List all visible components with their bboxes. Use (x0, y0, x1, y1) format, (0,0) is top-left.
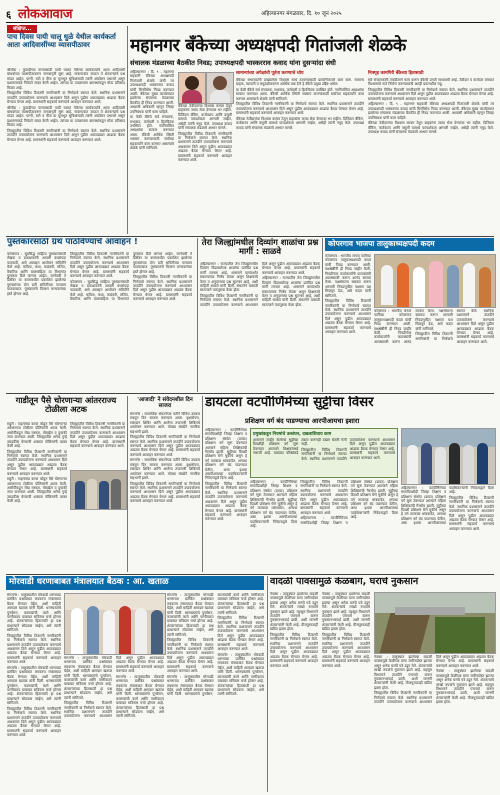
col-rule (322, 238, 323, 392)
vadali-body-1: नेवासा : तालुक्यात झालेल्या वादळी पावसामुळे केळीच्या बागा जमीनदोस्त झाल्या असून अनेक घरांचे पत्रे उडून गेले. शेतकऱ्यांचे लाखो रुपयांचे नुकसान झाले आहे. महसूल विभागाने तातडीने पंचनामे करून नुकसानभरपाई द्यावी, अशी मागणी शेतकऱ्यांनी केली आहे. वीजपुरवठाही खंडित झाला होता. जिल्ह्यातील विविध ठिकाणी नागरिकांनी या निर्णयाचे स्वागत केले. स्थानिक प्रशासनाने तातडीने उपाययोजना करण्याचे आश्वासन दिले असून पुढील आठवड्यात आढावा बैठक घेण्यात येणार आहे. ग्रामस्थांनी सहकार्य करण्याचे आवाहन करण्यात आले. नेवासा : तालुक्यात झालेल्या वादळी पावसामुळे केळीच्या बागा जमीनदोस्त झाल्या असून अनेक घरांचे पत्रे उडून गेले. शेतकऱ्यांचे लाखो रुपयांचे नुकसान झाले आहे. महसूल विभागाने तातडीने पंचनामे करून नुकसानभरपाई द्यावी, अशी मागणी शेतकऱ्यांनी केली आहे. वीजपुरवठाही खंडित झाला होता. जिल्ह्यातील विविध ठिकाणी नागरिकांनी या निर्णयाचे स्वागत केले. स्थानिक प्रशासनाने तातडीने उपाययोजना करण्याचे आश्वासन दिले असून पुढील आठवड्यात आढावा बैठक घेण्यात येणार आहे. ग्रामस्थांनी सहकार्य करण्याचे आवाहन करण्यात आले. (270, 592, 370, 668)
gaditun-headline: गाडीतून पैसे चोरणाऱ्या आंतरराज्य टोळीला अटक (15, 395, 117, 415)
moravadi-body-2: संगमनेर : तालुक्यातील मोरवाडी धरणाच्या प्रलंबित प्रश्नांबाबत लवकरच मंत्रालयात बैठक घेण्यात येईल, अशी माहिती आमदार खताळ यांनी दिली. धरणग्रस्तांचे पुनर्वसन, कालव्यांची कामे आणि पाणीवाटप याबाबत सविस्तर चर्चा होणार आहे. शेतकऱ्यांच्या हितासाठी हा प्रश्न प्राधान्याने सोडवला जाईल, असे त्यांनी सांगितले. जिल्ह्यातील विविध ठिकाणी नागरिकांनी या निर्णयाचे स्वागत केले. स्थानिक प्रशासनाने तातडीने उपाययोजना करण्याचे आश्वासन दिले असून पुढील आठवड्यात आढावा बैठक घेण्यात येणार आहे. ग्रामस्थांनी सहकार्य करण्याचे आवाहन करण्यात आले. संगमनेर : तालुक्यातील मोरवाडी धरणाच्या प्रलंबित प्रश्नांबाबत लवकरच मंत्रालयात बैठक घेण्यात येईल, अशी माहिती आमदार खताळ यांनी दिली. धरणग्रस्तांचे पुनर्वसन, कालव्यांची कामे आणि पाणीवाटप याबाबत सविस्तर चर्चा होणार आहे. शेतकऱ्यांच्या हितासाठी हा प्रश्न प्राधान्याने सोडवला जाईल, असे त्यांनी सांगितले. (64, 656, 164, 719)
main-subhead: संचालक मंडळाच्या बैठकीत निवड; उपाध्यक्षपदी भास्करराव कवाद यांना दुसऱ्यांदा संधी (130, 59, 336, 67)
masthead-rule (6, 22, 494, 23)
president-photo (178, 72, 206, 104)
main-body-col2: बँकेच्या ठेवीदारांचा विश्वास कायम ठेवून ग्राहकांना जलद सेवा देण्यावर भर राहील. डिजिटल बँकिंग, कर्जवाटप आणि वसुली यामध्ये पारदर्शकता आणली जाईल, असेही त्यांनी नमूद केले. उपाध्यक्ष कवाद यांनी संचालक मंडळाचे आभार मानले. जिल्ह्यातील विविध ठिकाणी नागरिकांनी या निर्णयाचे स्वागत केले. स्थानिक प्रशासनाने तातडीने उपाययोजना करण्याचे आश्वासन दिले असून पुढील आठवड्यात आढावा बैठक घेण्यात येणार आहे. ग्रामस्थांनी सहकार्य करण्याचे आवाहन करण्यात आले. (178, 104, 232, 163)
teen-headline: तेरा जिल्ह्यांमधील दिव्यांग शाळांचा प्रश्न मार्गी : साळवे (201, 237, 319, 257)
daycare-headline: डायटला वटपौर्णिमेच्या सुट्टीचा विसर (205, 396, 374, 410)
col-rule (267, 576, 268, 792)
kopargaon-body-left: कोपरगाव : भारतीय जनता पार्टीच्या कोपरगाव तालुकाध्यक्षपदी कदम यांची निवड करण्यात आली. पक्षश्रेष्ठींनी ही निवड जाहीर केली. निवडीनंतर कार्यकर्त्यांनी फटाक्यांची आतषबाजी करून आनंद साजरा केला. पक्षसंघटना बळकट करून आगामी निवडणुकीत पक्षाला यश मिळवून देऊ, असे कदम यांनी सांगितले. जिल्ह्यातील विविध ठिकाणी नागरिकांनी या निर्णयाचे स्वागत केले. स्थानिक प्रशासनाने तातडीने उपाययोजना करण्याचे आश्वासन दिले असून पुढील आठवड्यात आढावा बैठक घेण्यात येणार आहे. ग्रामस्थांनी सहकार्य करण्याचे आवाहन करण्यात आले. (325, 254, 371, 335)
moravadi-headline-bar (6, 576, 264, 590)
kopargaon-body-right: कोपरगाव : भारतीय जनता पार्टीच्या कोपरगाव तालुकाध्यक्षपदी कदम यांची निवड करण्यात आली. पक्षश्रेष्ठींनी ही निवड जाहीर केली. निवडीनंतर कार्यकर्त्यांनी फटाक्यांची आतषबाजी करून आनंद साजरा केला. पक्षसंघटना बळकट करून आगामी निवडणुकीत पक्षाला यश मिळवून देऊ, असे कदम यांनी सांगितले. जिल्ह्यातील विविध ठिकाणी नागरिकांनी या निर्णयाचे स्वागत केले. स्थानिक प्रशासनाने तातडीने उपाययोजना करण्याचे आश्वासन दिले असून पुढील आठवड्यात आढावा बैठक घेण्यात येणार आहे. ग्रामस्थांनी सहकार्य करण्याचे आवाहन करण्यात आले. (374, 309, 494, 344)
aazadi-body: संगमनेर : सामाजिक संघटनेच्या वतीने विविध उपक्रम राबवून दिन साजरा करण्यात आला. वृक्षारोपण, रक्तदान शिबिर आणि आरोग्य तपासणी शिबिराचे आयोजन करण्यात आले. मोठ्या संख्येने नागरिक सहभागी झाले. जिल्ह्यातील विविध ठिकाणी नागरिकांनी या निर्णयाचे स्वागत केले. स्थानिक प्रशासनाने तातडीने उपाययोजना करण्याचे आश्वासन दिले असून पुढील आठवड्यात आढावा बैठक घेण्यात येणार आहे. ग्रामस्थांनी सहकार्य करण्याचे आवाहन करण्यात आले. संगमनेर : सामाजिक संघटनेच्या वतीने विविध उपक्रम राबवून दिन साजरा करण्यात आला. वृक्षारोपण, रक्तदान शिबिर आणि आरोग्य तपासणी शिबिराचे आयोजन करण्यात आले. मोठ्या संख्येने नागरिक सहभागी झाले. जिल्ह्यातील विविध ठिकाणी नागरिकांनी या निर्णयाचे स्वागत केले. स्थानिक प्रशासनाने तातडीने उपाययोजना करण्याचे आश्वासन दिले असून पुढील आठवड्यात आढावा बैठक घेण्यात येणार आहे. ग्रामस्थांनी सहकार्य करण्याचे आवाहन करण्यात आले. (130, 412, 200, 504)
kopargaon-headline-bar (325, 238, 494, 251)
main-headline: महानगर बँकेच्या अध्यक्षपदी गितांजली शेळके (130, 36, 406, 56)
moravadi-body-3: संगमनेर : तालुक्यातील मोरवाडी धरणाच्या प्रलंबित प्रश्नांबाबत लवकरच मंत्रालयात बैठक घेण्यात येईल, अशी माहिती आमदार खताळ यांनी दिली. धरणग्रस्तांचे पुनर्वसन, कालव्यांची कामे आणि पाणीवाटप याबाबत सविस्तर चर्चा होणार आहे. शेतकऱ्यांच्या हितासाठी हा प्रश्न प्राधान्याने सोडवला जाईल, असे त्यांनी सांगितले. जिल्ह्यातील विविध ठिकाणी नागरिकांनी या निर्णयाचे स्वागत केले. स्थानिक प्रशासनाने तातडीने उपाययोजना करण्याचे आश्वासन दिले असून पुढील आठवड्यात आढावा बैठक घेण्यात येणार आहे. ग्रामस्थांनी सहकार्य करण्याचे आवाहन करण्यात आले. संगमनेर : तालुक्यातील मोरवाडी धरणाच्या प्रलंबित प्रश्नांबाबत लवकरच मंत्रालयात बैठक घेण्यात येईल, अशी माहिती आमदार खताळ यांनी दिली. धरणग्रस्तांचे पुनर्वसन, कालव्यांची कामे आणि पाणीवाटप याबाबत सविस्तर चर्चा होणार आहे. शेतकऱ्यांच्या हितासाठी हा प्रश्न प्राधान्याने सोडवला जाईल, असे त्यांनी सांगितले. जिल्ह्यातील विविध ठिकाणी नागरिकांनी या निर्णयाचे स्वागत केले. स्थानिक प्रशासनाने तातडीने उपाययोजना करण्याचे आश्वासन दिले असून पुढील आठवड्यात आढावा बैठक घेण्यात येणार आहे. ग्रामस्थांनी सहकार्य करण्याचे आवाहन करण्यात आले. संगमनेर : तालुक्यातील मोरवाडी धरणाच्या प्रलंबित प्रश्नांबाबत लवकरच मंत्रालयात बैठक घेण्यात येईल, अशी माहिती आमदार खताळ यांनी दिली. धरणग्रस्तांचे पुनर्वसन, कालव्यांची कामे आणि पाणीवाटप याबाबत सविस्तर चर्चा होणार आहे. शेतकऱ्यांच्या हितासाठी हा प्रश्न प्राधान्याने सोडवला जाईल, असे त्यांनी सांगितले. (167, 593, 264, 697)
left-story (7, 34, 125, 49)
daycare-infobox (250, 428, 398, 478)
daycare-body-1: अहिल्यानगर : वटपौर्णिमेच्या सणादिवशीही जिल्हा शिक्षण व प्रशिक्षण संस्थेत (डायट) प्रशिक्षण वर्ग सुरू ठेवण्यात आल्याने महिला शिक्षिकांची गैरसोय झाली. सुट्टीच्या दिवशी प्रशिक्षण घेणे चुकीचे असून हे वर्ग तात्काळ थांबवावेत, अन्यथा प्रशिक्षण वर्ग बंद पाडण्यात येतील, असा इशारा आरपीआयच्या पदाधिकाऱ्यांनी निवेदनाद्वारे दिला आहे. जिल्ह्यातील विविध ठिकाणी नागरिकांनी या निर्णयाचे स्वागत केले. स्थानिक प्रशासनाने तातडीने उपाययोजना करण्याचे आश्वासन दिले असून पुढील आठवड्यात आढावा बैठक घेण्यात येणार आहे. ग्रामस्थांनी सहकार्य करण्याचे आवाहन करण्यात आले. (205, 428, 247, 522)
rule-3 (6, 574, 494, 575)
daycare-photo (401, 428, 496, 485)
moravadi-headline: मोरवाडी धरणाबाबत मंत्रालयात बैठक : आ. खताळ (9, 577, 169, 587)
masthead-logo: लोकआवाज (18, 7, 73, 22)
quote-box-1 (236, 70, 364, 232)
gaditun-body-2: जिल्ह्यातील विविध ठिकाणी नागरिकांनी या निर्णयाचे स्वागत केले. स्थानिक प्रशासनाने तातडीने उपाययोजना करण्याचे आश्वासन दिले असून पुढील आठवड्यात आढावा बैठक घेण्यात येणार आहे. ग्रामस्थांनी सहकार्य करण्याचे आवाहन करण्यात आले. (70, 422, 125, 449)
gaditun-photo (70, 470, 127, 510)
aazadi-headline: 'आजादी' ने संवेदनशील दिन साजरा (137, 397, 193, 409)
vadali-body-2: नेवासा : तालुक्यात झालेल्या वादळी पावसामुळे केळीच्या बागा जमीनदोस्त झाल्या असून अनेक घरांचे पत्रे उडून गेले. शेतकऱ्यांचे लाखो रुपयांचे नुकसान झाले आहे. महसूल विभागाने तातडीने पंचनामे करून नुकसानभरपाई द्यावी, अशी मागणी शेतकऱ्यांनी केली आहे. वीजपुरवठाही खंडित झाला होता. जिल्ह्यातील विविध ठिकाणी नागरिकांनी या निर्णयाचे स्वागत केले. स्थानिक प्रशासनाने तातडीने उपाययोजना करण्याचे आश्वासन दिले असून पुढील आठवड्यात आढावा बैठक घेण्यात येणार आहे. ग्रामस्थांनी सहकार्य करण्याचे आवाहन करण्यात आले. नेवासा : तालुक्यात झालेल्या वादळी पावसामुळे केळीच्या बागा जमीनदोस्त झाल्या असून अनेक घरांचे पत्रे उडून गेले. शेतकऱ्यांचे लाखो रुपयांचे नुकसान झाले आहे. महसूल विभागाने तातडीने पंचनामे करून नुकसानभरपाई द्यावी, अशी मागणी शेतकऱ्यांनी केली आहे. वीजपुरवठाही खंडित झाला होता. (374, 655, 494, 705)
kopargaon-photo (374, 254, 496, 308)
edition-dateline: अहिल्यानगर मंगळवार, दि. १० जून २०२५ (261, 11, 342, 17)
left-story-body: श्रीगोंदा : कुकडीच्या पाण्यासाठी पायी चालत गेलेल्या कार्यकर्त्याचे आता आदिवासी बांधवांच्या व्यासपीठावरून जनजागृती सुरू आहे. गावागावांत जाऊन ते शेतकऱ्यांचे प्रश्न मांडत आहेत. पाणी, रस्ते व वीज या मूलभूत सुविधांसाठी त्यांनी आंदोलन उभारले असून प्रशासनाकडे निवेदने सादर केली आहेत. त्यांच्या या उपक्रमाला ग्रामस्थांकडून मोठा प्रतिसाद मिळत आहे. जिल्ह्यातील विविध ठिकाणी नागरिकांनी या निर्णयाचे स्वागत केले. स्थानिक प्रशासनाने तातडीने उपाययोजना करण्याचे आश्वासन दिले असून पुढील आठवड्यात आढावा बैठक घेण्यात येणार आहे. ग्रामस्थांनी सहकार्य करण्याचे आवाहन करण्यात आले. श्रीगोंदा : कुकडीच्या पाण्यासाठी पायी चालत गेलेल्या कार्यकर्त्याचे आता आदिवासी बांधवांच्या व्यासपीठावरून जनजागृती सुरू आहे. गावागावांत जाऊन ते शेतकऱ्यांचे प्रश्न मांडत आहेत. पाणी, रस्ते व वीज या मूलभूत सुविधांसाठी त्यांनी आंदोलन उभारले असून प्रशासनाकडे निवेदने सादर केली आहेत. त्यांच्या या उपक्रमाला ग्रामस्थांकडून मोठा प्रतिसाद मिळत आहे. जिल्ह्यातील विविध ठिकाणी नागरिकांनी या निर्णयाचे स्वागत केले. स्थानिक प्रशासनाने तातडीने उपाययोजना करण्याचे आश्वासन दिले असून पुढील आठवड्यात आढावा बैठक घेण्यात येणार आहे. ग्रामस्थांनी सहकार्य करण्याचे आवाहन करण्यात आले. (7, 68, 125, 142)
col-rule (127, 396, 128, 572)
page-number: ६ (6, 10, 12, 21)
quote-box-2 (368, 70, 494, 232)
pustak-body: कोपरगाव : सुप्रसिद्ध साहित्य पुरस्कारांसाठी लेखक व प्रकाशकांनी आपली ग्रंथसंपदा पाठवावी, असे आवाहन आयोजन समितीने केले आहे. कविता, कथा, कादंबरी, ललित, वैचारिक आणि बालसाहित्य या विभागांत पुरस्कार दिले जाणार आहेत. जानेवारी ते डिसेंबर या कालावधीत प्रकाशित झालेल्या पुस्तकांच्या दोन प्रती समितीच्या पत्त्यावर पाठवाव्यात. पुरस्कारांचे वितरण मान्यवरांच्या हस्ते होणार आहे. जिल्ह्यातील विविध ठिकाणी नागरिकांनी या निर्णयाचे स्वागत केले. स्थानिक प्रशासनाने तातडीने उपाययोजना करण्याचे आश्वासन दिले असून पुढील आठवड्यात आढावा बैठक घेण्यात येणार आहे. ग्रामस्थांनी सहकार्य करण्याचे आवाहन करण्यात आले. कोपरगाव : सुप्रसिद्ध साहित्य पुरस्कारांसाठी लेखक व प्रकाशकांनी आपली ग्रंथसंपदा पाठवावी, असे आवाहन आयोजन समितीने केले आहे. कविता, कथा, कादंबरी, ललित, वैचारिक आणि बालसाहित्य या विभागांत पुरस्कार दिले जाणार आहेत. जानेवारी ते डिसेंबर या कालावधीत प्रकाशित झालेल्या पुस्तकांच्या दोन प्रती समितीच्या पत्त्यावर पाठवाव्यात. पुरस्कारांचे वितरण मान्यवरांच्या हस्ते होणार आहे. जिल्ह्यातील विविध ठिकाणी नागरिकांनी या निर्णयाचे स्वागत केले. स्थानिक प्रशासनाने तातडीने उपाययोजना करण्याचे आश्वासन दिले असून पुढील आठवड्यात आढावा बैठक घेण्यात येणार आहे. ग्रामस्थांनी सहकार्य करण्याचे आवाहन करण्यात आले. (7, 252, 192, 302)
rule-2 (6, 393, 494, 394)
left-story-headline: पाच दिवस पायी चालू धुळे येथील कार्यकर्ता आता आदिवासींच्या व्यासपीठावर (7, 33, 116, 49)
masthead (6, 4, 494, 22)
vadali-photo (374, 592, 496, 654)
daycare-body-3: अहिल्यानगर : वटपौर्णिमेच्या सणादिवशीही जिल्हा शिक्षण व प्रशिक्षण संस्थेत (डायट) प्रशिक्षण वर्ग सुरू ठेवण्यात आल्याने महिला शिक्षिकांची गैरसोय झाली. सुट्टीच्या दिवशी प्रशिक्षण घेणे चुकीचे असून हे वर्ग तात्काळ थांबवावेत, अन्यथा प्रशिक्षण वर्ग बंद पाडण्यात येतील, असा इशारा आरपीआयच्या पदाधिकाऱ्यांनी निवेदनाद्वारे दिला आहे. जिल्ह्यातील विविध ठिकाणी नागरिकांनी या निर्णयाचे स्वागत केले. स्थानिक प्रशासनाने तातडीने उपाययोजना करण्याचे आश्वासन दिले असून पुढील आठवड्यात आढावा बैठक घेण्यात येणार आहे. ग्रामस्थांनी सहकार्य करण्याचे आवाहन करण्यात आले. (401, 486, 494, 531)
section-tag: संक्षिप्त... (7, 25, 37, 33)
daycare-subhead: प्रशिक्षण वर्ग बंद पाडण्याचा आरपीआयचा इशारा (245, 417, 360, 425)
gaditun-body: राहुरी : वाहनांच्या काचा फोडून पैसे चोरणाऱ्या आंतरराज्य टोळीला पोलिसांनी अटक केली. आरोपींकडून रोख रक्कम, मोबाईल व दुचाकी जप्त करण्यात आली. जिल्ह्यातील अनेक गुन्हे उघडकीस येण्याची शक्यता पोलिसांनी व्यक्त केली आहे. जिल्ह्यातील विविध ठिकाणी नागरिकांनी या निर्णयाचे स्वागत केले. स्थानिक प्रशासनाने तातडीने उपाययोजना करण्याचे आश्वासन दिले असून पुढील आठवड्यात आढावा बैठक घेण्यात येणार आहे. ग्रामस्थांनी सहकार्य करण्याचे आवाहन करण्यात आले. राहुरी : वाहनांच्या काचा फोडून पैसे चोरणाऱ्या आंतरराज्य टोळीला पोलिसांनी अटक केली. आरोपींकडून रोख रक्कम, मोबाईल व दुचाकी जप्त करण्यात आली. जिल्ह्यातील अनेक गुन्हे उघडकीस येण्याची शक्यता पोलिसांनी व्यक्त केली आहे. (7, 422, 67, 504)
quote2-text: सर्व संचालकांनी एकदिलाने काम करून बँकेची प्रगती साधायची आहे. ठेवीदार व कर्जदार यांच्यात विश्वासाचे नाते निर्माण करण्यासाठी आम्ही प्रयत्नशील राहू. जिल्ह्यातील विविध ठिकाणी नागरिकांनी या निर्णयाचे स्वागत केले. स्थानिक प्रशासनाने तातडीने उपाययोजना करण्याचे आश्वासन दिले असून पुढील आठवड्यात आढावा बैठक घेण्यात येणार आहे. ग्रामस्थांनी सहकार्य करण्याचे आवाहन करण्यात आले. अहिल्यानगर : दि. ९ - महानगर सहकारी बँकेच्या अध्यक्षपदी गितांजली शेळके यांची तर उपाध्यक्षपदी भास्करराव कवाद यांची बिनविरोध निवड करण्यात आली. बँकेच्या मुख्य कार्यालयात झालेल्या संचालक मंडळाच्या बैठकीत ही निवड करण्यात आली. अध्यासी अधिकारी म्हणून जिल्हा उपनिबंधक यांनी काम पाहिले. बँकेच्या ठेवीदारांचा विश्वास कायम ठेवून ग्राहकांना जलद सेवा देण्यावर भर राहील. डिजिटल बँकिंग, कर्जवाटप आणि वसुली यामध्ये पारदर्शकता आणली जाईल, असेही त्यांनी नमूद केले. उपाध्यक्ष कवाद यांनी संचालक मंडळाचे आभार मानले. (368, 78, 494, 135)
teen-body: अहिल्यानगर : राज्यातील तेरा जिल्ह्यांमधील दिव्यांग विद्यार्थ्यांच्या शाळांचा प्रलंबित प्रश्न मार्गी लागला आहे. शासनाने यासंदर्भात सकारात्मक निर्णय घेतला असून शिक्षकांचे वेतन व अनुदानाचा प्रश्न सुटणार आहे, अशी माहिती साळवे यांनी दिली. संघटनेने यासाठी सातत्याने पाठपुरावा केला होता. जिल्ह्यातील विविध ठिकाणी नागरिकांनी या निर्णयाचे स्वागत केले. स्थानिक प्रशासनाने तातडीने उपाययोजना करण्याचे आश्वासन दिले असून पुढील आठवड्यात आढावा बैठक घेण्यात येणार आहे. ग्रामस्थांनी सहकार्य करण्याचे आवाहन करण्यात आले. अहिल्यानगर : राज्यातील तेरा जिल्ह्यांमधील दिव्यांग विद्यार्थ्यांच्या शाळांचा प्रलंबित प्रश्न मार्गी लागला आहे. शासनाने यासंदर्भात सकारात्मक निर्णय घेतला असून शिक्षकांचे वेतन व अनुदानाचा प्रश्न सुटणार आहे, अशी माहिती साळवे यांनी दिली. संघटनेने यासाठी सातत्याने पाठपुरावा केला होता. (200, 262, 320, 307)
vadali-headline: वादळी पावसामुळे केळबाग, घराचे नुकसान (270, 577, 419, 587)
quote2-title: निःस्पृह कामगिरी बँकेच्या हितासाठी (368, 71, 424, 76)
moravadi-photo (64, 593, 166, 655)
quote1-title: सामान्यांच्या अपेक्षांची पूर्तता करण्याचे ध्येय (236, 71, 304, 76)
col-rule (197, 238, 198, 392)
moravadi-body-1: संगमनेर : तालुक्यातील मोरवाडी धरणाच्या प्रलंबित प्रश्नांबाबत लवकरच मंत्रालयात बैठक घेण्यात येईल, अशी माहिती आमदार खताळ यांनी दिली. धरणग्रस्तांचे पुनर्वसन, कालव्यांची कामे आणि पाणीवाटप याबाबत सविस्तर चर्चा होणार आहे. शेतकऱ्यांच्या हितासाठी हा प्रश्न प्राधान्याने सोडवला जाईल, असे त्यांनी सांगितले. जिल्ह्यातील विविध ठिकाणी नागरिकांनी या निर्णयाचे स्वागत केले. स्थानिक प्रशासनाने तातडीने उपाययोजना करण्याचे आश्वासन दिले असून पुढील आठवड्यात आढावा बैठक घेण्यात येणार आहे. ग्रामस्थांनी सहकार्य करण्याचे आवाहन करण्यात आले. संगमनेर : तालुक्यातील मोरवाडी धरणाच्या प्रलंबित प्रश्नांबाबत लवकरच मंत्रालयात बैठक घेण्यात येईल, अशी माहिती आमदार खताळ यांनी दिली. धरणग्रस्तांचे पुनर्वसन, कालव्यांची कामे आणि पाणीवाटप याबाबत सविस्तर चर्चा होणार आहे. शेतकऱ्यांच्या हितासाठी हा प्रश्न प्राधान्याने सोडवला जाईल, असे त्यांनी सांगितले. जिल्ह्यातील विविध ठिकाणी नागरिकांनी या निर्णयाचे स्वागत केले. स्थानिक प्रशासनाने तातडीने उपाययोजना करण्याचे आश्वासन दिले असून पुढील आठवड्यात आढावा बैठक घेण्यात येणार आहे. ग्रामस्थांनी सहकार्य करण्याचे आवाहन करण्यात आले. (7, 593, 61, 738)
daycare-box-title: प्रमुखांकडून नियमांचे उल्लंघन, दखलाशिवाय काम (253, 432, 332, 437)
pustak-headline: पुस्तकारसाठी ग्रंथ पाठविण्याचे आवाहन ! (7, 238, 138, 247)
main-body-col1: अहिल्यानगर : दि. ९ - महानगर सहकारी बँकेच्या अध्यक्षपदी गितांजली शेळके यांची तर उपाध्यक्षपदी भास्करराव कवाद यांची बिनविरोध निवड करण्यात आली. बँकेच्या मुख्य कार्यालयात झालेल्या संचालक मंडळाच्या बैठकीत ही निवड करण्यात आली. अध्यासी अधिकारी म्हणून जिल्हा उपनिबंधक यांनी काम पाहिले. या वेळी बँकेचे सर्व संचालक, सभासद, कर्मचारी व हितचिंतक उपस्थित होते. नवनिर्वाचित अध्यक्षांचा सत्कार करण्यात आला. बँकेची आर्थिक स्थिती भक्कम करण्यासाठी सर्वांच्या सहकार्याने काम करणार असल्याचे शेळके यांनी सांगितले. (130, 70, 174, 151)
daycare-box-text: शासनाने जाहीर केलेल्या सुट्टीच्या दिवशीही प्रशिक्षण वर्ग सुरू ठेवण्यात आल्याने शिक्षकांमध्ये नाराजी आहे. याबाबत वरिष्ठांकडे तक्रार करूनही दखल घेतली गेली नाही. जिल्ह्यातील विविध ठिकाणी नागरिकांनी या निर्णयाचे स्वागत केले. स्थानिक प्रशासनाने तातडीने उपाययोजना करण्याचे आश्वासन दिले असून पुढील आठवड्यात आढावा बैठक घेण्यात येणार आहे. ग्रामस्थांनी सहकार्य करण्याचे आवाहन करण्यात आले. (253, 438, 395, 461)
daycare-body-2: अहिल्यानगर : वटपौर्णिमेच्या सणादिवशीही जिल्हा शिक्षण व प्रशिक्षण संस्थेत (डायट) प्रशिक्षण वर्ग सुरू ठेवण्यात आल्याने महिला शिक्षिकांची गैरसोय झाली. सुट्टीच्या दिवशी प्रशिक्षण घेणे चुकीचे असून हे वर्ग तात्काळ थांबवावेत, अन्यथा प्रशिक्षण वर्ग बंद पाडण्यात येतील, असा इशारा आरपीआयच्या पदाधिकाऱ्यांनी निवेदनाद्वारे दिला आहे. जिल्ह्यातील विविध ठिकाणी नागरिकांनी या निर्णयाचे स्वागत केले. स्थानिक प्रशासनाने तातडीने उपाययोजना करण्याचे आश्वासन दिले असून पुढील आठवड्यात आढावा बैठक घेण्यात येणार आहे. ग्रामस्थांनी सहकार्य करण्याचे आवाहन करण्यात आले. अहिल्यानगर : वटपौर्णिमेच्या सणादिवशीही जिल्हा शिक्षण व प्रशिक्षण संस्थेत (डायट) प्रशिक्षण वर्ग सुरू ठेवण्यात आल्याने महिला शिक्षिकांची गैरसोय झाली. सुट्टीच्या दिवशी प्रशिक्षण घेणे चुकीचे असून हे वर्ग तात्काळ थांबवावेत, अन्यथा प्रशिक्षण वर्ग बंद पाडण्यात येतील, असा इशारा आरपीआयच्या पदाधिकाऱ्यांनी निवेदनाद्वारे दिला आहे. (250, 480, 398, 529)
kopargaon-headline: कोपरगाव भाजपा तालुकाध्यक्षपदी कदम (328, 239, 435, 248)
col-rule (202, 396, 203, 572)
col-rule (127, 26, 128, 234)
quote1-text: बँकेच्या सभासदांनी दाखवलेला विश्वास सार्थ ठरवण्यासाठी प्रामाणिकपणे काम करू. सामान्य ग्राहक, व्यापारी व लघुउद्योजकांना आर्थिक बळ देणे हे बँकेचे प्रमुख उद्दिष्ट असेल. या वेळी बँकेचे सर्व संचालक, सभासद, कर्मचारी व हितचिंतक उपस्थित होते. नवनिर्वाचित अध्यक्षांचा सत्कार करण्यात आला. बँकेची आर्थिक स्थिती भक्कम करण्यासाठी सर्वांच्या सहकार्याने काम करणार असल्याचे शेळके यांनी सांगितले. जिल्ह्यातील विविध ठिकाणी नागरिकांनी या निर्णयाचे स्वागत केले. स्थानिक प्रशासनाने तातडीने उपाययोजना करण्याचे आश्वासन दिले असून पुढील आठवड्यात आढावा बैठक घेण्यात येणार आहे. ग्रामस्थांनी सहकार्य करण्याचे आवाहन करण्यात आले. बँकेच्या ठेवीदारांचा विश्वास कायम ठेवून ग्राहकांना जलद सेवा देण्यावर भर राहील. डिजिटल बँकिंग, कर्जवाटप आणि वसुली यामध्ये पारदर्शकता आणली जाईल, असेही त्यांनी नमूद केले. उपाध्यक्ष कवाद यांनी संचालक मंडळाचे आभार मानले. (236, 78, 364, 130)
vice-president-photo (206, 72, 234, 104)
